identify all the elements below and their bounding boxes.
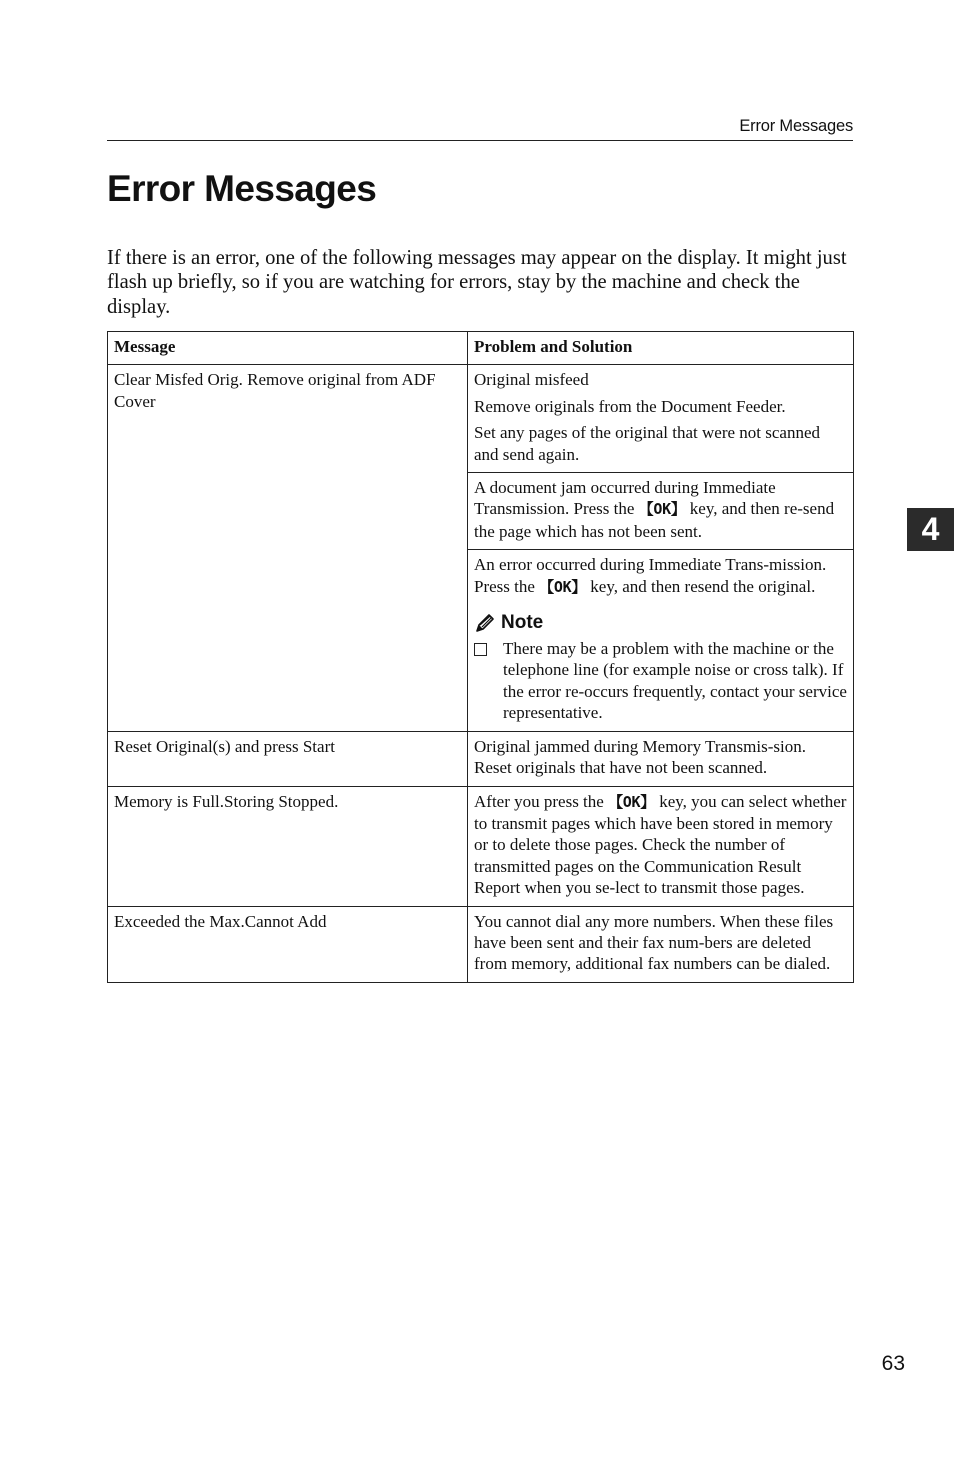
- solution-cell: [468, 550, 854, 731]
- page-number: 63: [881, 1352, 905, 1375]
- ok-key-label: 【OK】: [608, 792, 655, 811]
- page-title: Error Messages: [107, 168, 377, 209]
- solution-cell: [468, 473, 854, 550]
- table-row: [108, 906, 854, 982]
- solution-cell: [468, 786, 854, 906]
- header-rule: [107, 140, 853, 141]
- chapter-tab: 4: [907, 508, 954, 551]
- column-header-solution: Problem and Solution: [468, 332, 854, 365]
- message-cell: Memory is Full.Storing Stopped.: [108, 786, 468, 906]
- solution-cell: Original jammed during Memory Transmis-sion. Reset originals that have not been scanned.: [468, 731, 854, 786]
- solution-text: key, and then resend the original.: [586, 576, 816, 596]
- solution-line: Remove originals from the Document Feeder.: [474, 396, 786, 416]
- solution-cell: You cannot dial any more numbers. When these files have been sent and their fax num-bers are deleted from memory, additional fax numbers can be dialed.: [468, 906, 854, 982]
- solution-text: A document jam occurred during Immediate Transmission. Press the: [474, 478, 776, 519]
- solution-text: An error occurred during Immediate Trans-mission. Press the: [474, 555, 827, 596]
- checkbox-icon: [474, 643, 487, 656]
- message-cell: Exceeded the Max.Cannot Add: [108, 906, 468, 982]
- note-text: There may be a problem with the machine or the telephone line (for example noise or cross talk). If the error re-occurs frequently, contact your service representative.: [503, 639, 847, 723]
- pencil-note-icon: [474, 612, 496, 634]
- solution-text: key, and then re-send the page which has not been sent.: [474, 499, 835, 541]
- solution-line: Set any pages of the original that were not scanned and send again.: [474, 423, 821, 464]
- table-header-row: [108, 332, 854, 365]
- table-row: [108, 365, 854, 473]
- message-cell: Clear Misfed Orig. Remove original from ADF Cover: [108, 365, 468, 731]
- solution-line: Original misfeed: [474, 370, 589, 390]
- column-header-message: Message: [108, 332, 468, 365]
- ok-key-label: 【OK】: [539, 577, 587, 596]
- solution-text: key, you can select whether to transmit pages which have been stored in memory or to delete those pages. Check the number of transmitted pages on the Communication Result Report when you se-lect to transmit those pages.: [474, 791, 847, 898]
- intro-paragraph: If there is an error, one of the following messages may appear on the display. It might just flash up briefly, so if you are watching for errors, stay by the machine and check the display.: [107, 247, 847, 318]
- table-row: [108, 786, 854, 906]
- note-heading: [474, 611, 847, 635]
- solution-cell: [468, 365, 854, 473]
- solution-text: After you press the: [474, 791, 609, 811]
- table-row: [108, 731, 854, 786]
- note-item: [474, 638, 847, 724]
- error-messages-table: [107, 331, 854, 983]
- message-cell: Reset Original(s) and press Start: [108, 731, 468, 786]
- running-head: Error Messages: [739, 117, 853, 135]
- note-label: Note: [501, 612, 544, 634]
- ok-key-label: 【OK】: [638, 500, 686, 519]
